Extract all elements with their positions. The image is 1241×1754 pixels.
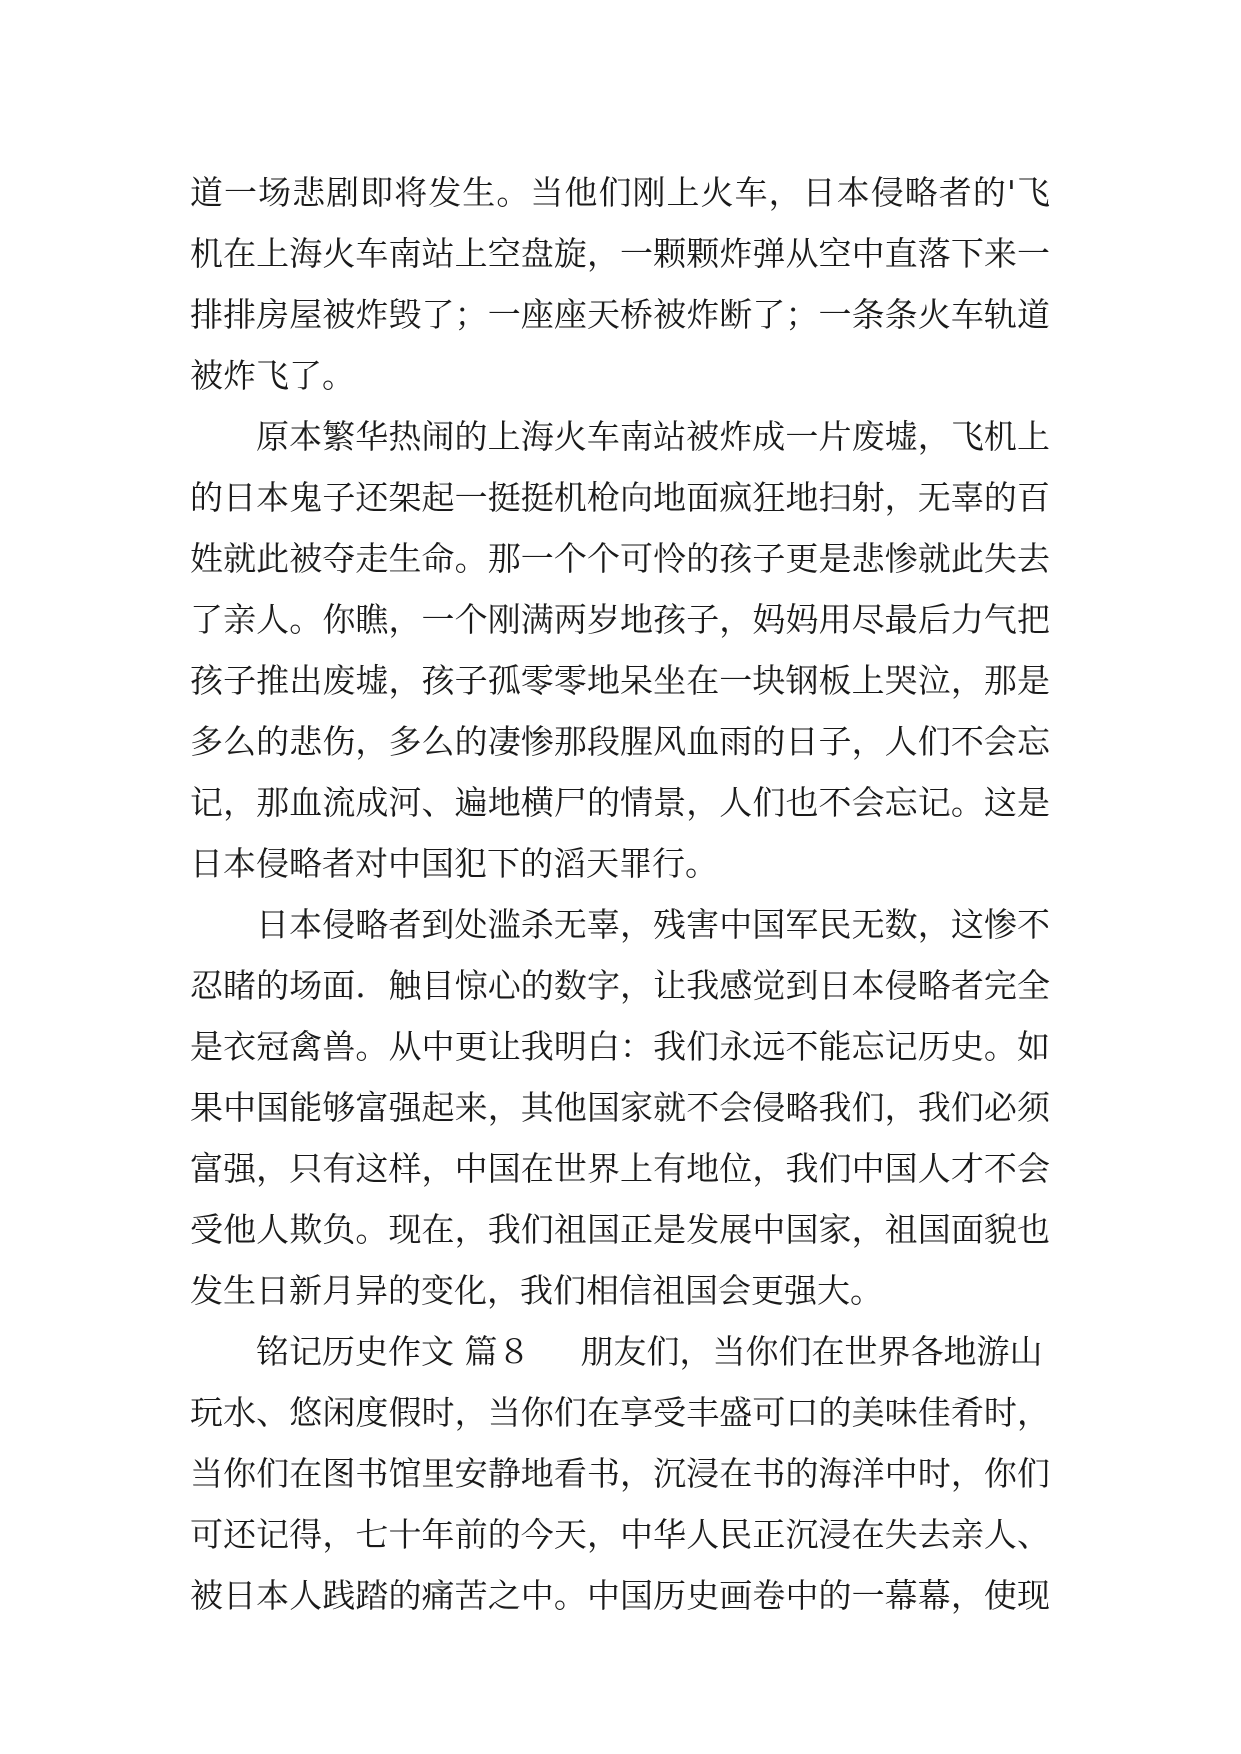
text-line: 受他人欺负。现在，我们祖国正是发展中国家，祖国面貌也: [190, 1210, 1050, 1249]
text-line: 多么的悲伤，多么的凄惨那段腥风血雨的日子，人们不会忘: [190, 722, 1050, 761]
text-line: 忍睹的场面．触目惊心的数字，让我感觉到日本侵略者完全: [190, 966, 1050, 1005]
text-line: 的日本鬼子还架起一挺挺机枪向地面疯狂地扫射，无辜的百: [190, 478, 1050, 517]
text-line: 姓就此被夺走生命。那一个个可怜的孩子更是悲惨就此失去: [190, 539, 1050, 578]
text-line: 原本繁华热闹的上海火车南站被炸成一片废墟，飞机上: [256, 417, 1050, 456]
text-line: 排排房屋被炸毁了；一座座天桥被炸断了；一条条火车轨道: [190, 295, 1050, 334]
text-line: 日本侵略者到处滥杀无辜，残害中国军民无数，这惨不: [256, 905, 1050, 944]
text-line: 道一场悲剧即将发生。当他们刚上火车，日本侵略者的'飞: [190, 173, 1050, 212]
body-text: [190, 162, 1050, 1626]
text-line: 机在上海火车南站上空盘旋，一颗颗炸弹从空中直落下来一: [190, 234, 1050, 273]
text-line: 孩子推出废墟，孩子孤零零地呆坐在一块钢板上哭泣，那是: [190, 661, 1050, 700]
text-line: 日本侵略者对中国犯下的滔天罪行。: [190, 844, 718, 883]
essay-heading: 铭记历史作文 篇８: [256, 1332, 531, 1371]
text-line: 果中国能够富强起来，其他国家就不会侵略我们，我们必须: [190, 1088, 1050, 1127]
text-line: 了亲人。你瞧，一个刚满两岁地孩子，妈妈用尽最后力气把: [190, 600, 1050, 639]
text-line: 可还记得，七十年前的今天，中华人民正沉浸在失去亲人、: [190, 1515, 1050, 1554]
text-line: 是衣冠禽兽。从中更让我明白：我们永远不能忘记历史。如: [190, 1027, 1050, 1066]
text-line: 富强，只有这样，中国在世界上有地位，我们中国人才不会: [190, 1149, 1050, 1188]
text-line: 被日本人践踏的痛苦之中。中国历史画卷中的一幕幕，使现: [190, 1576, 1050, 1615]
text-line: 记，那血流成河、遍地横尸的情景，人们也不会忘记。这是: [190, 783, 1050, 822]
text-line: 玩水、悠闲度假时，当你们在享受丰盛可口的美味佳肴时，: [190, 1393, 1050, 1432]
text-line: [190, 1321, 1050, 1382]
text-line: 被炸飞了。: [190, 356, 355, 395]
text-line: 发生日新月异的变化，我们相信祖国会更强大。: [190, 1271, 883, 1310]
lead-text: 朋友们，当你们在世界各地游山: [580, 1332, 1043, 1371]
text-line: 当你们在图书馆里安静地看书，沉浸在书的海洋中时，你们: [190, 1454, 1050, 1493]
